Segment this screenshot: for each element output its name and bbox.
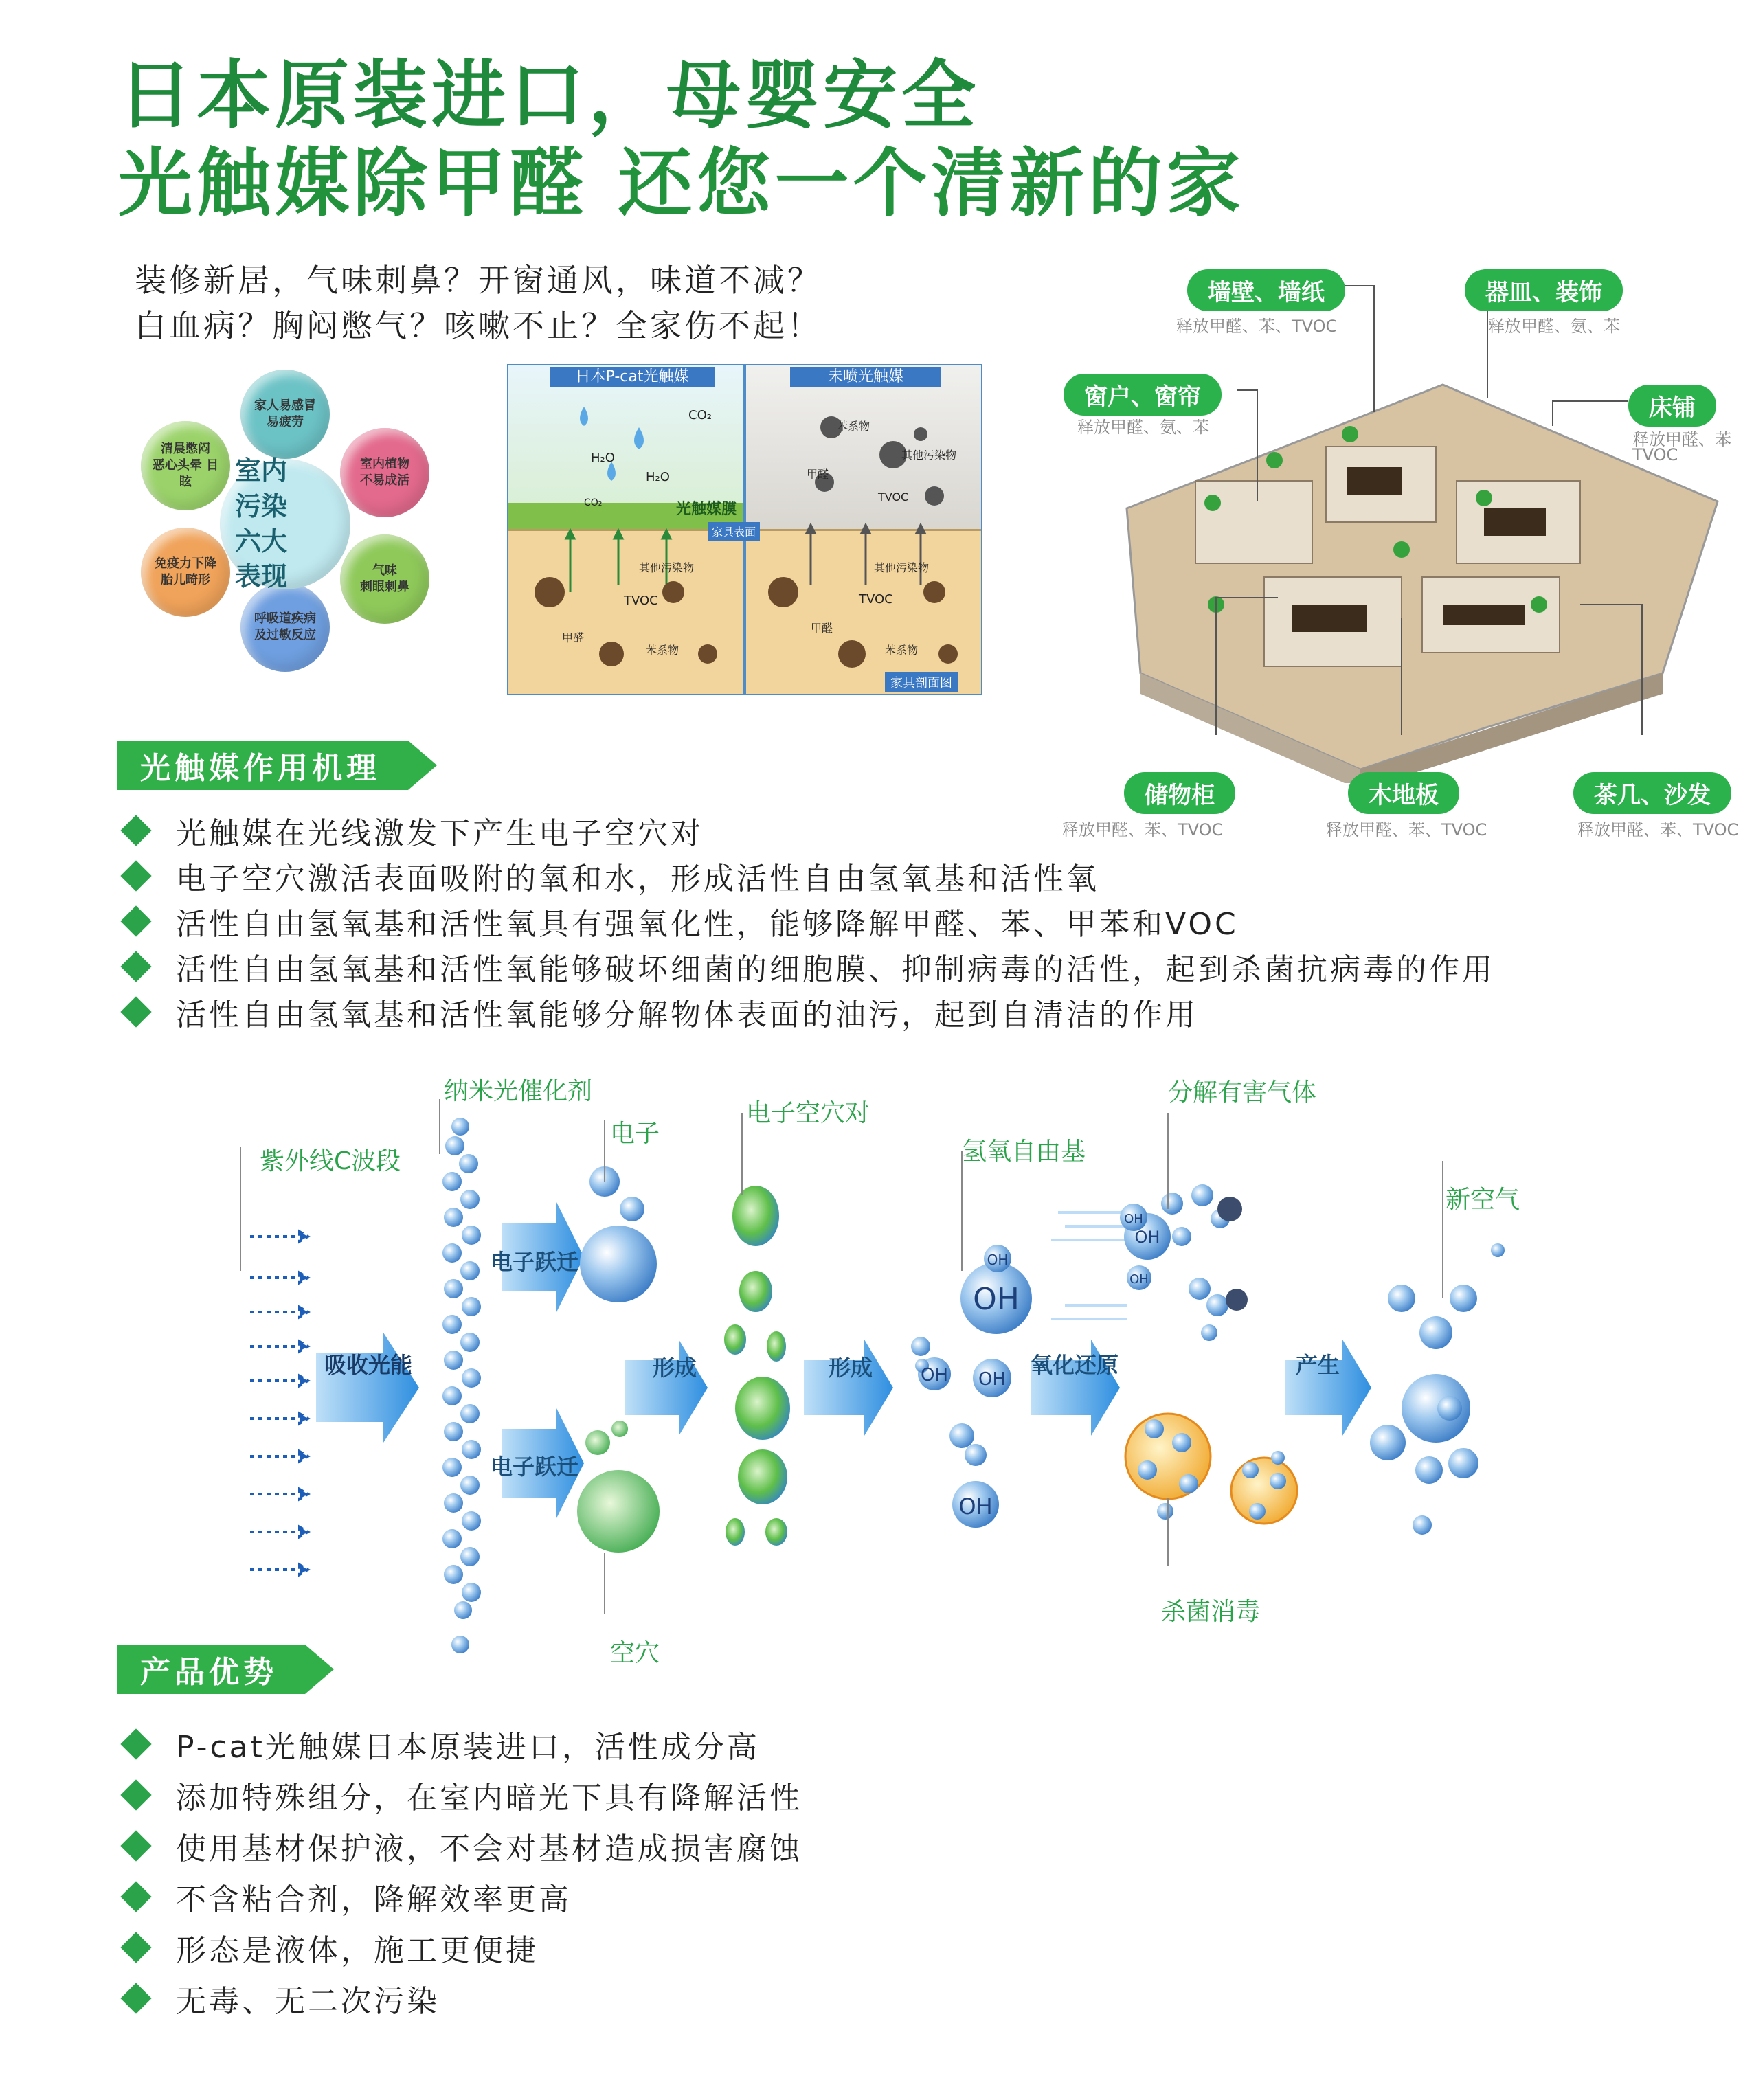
list-item: 无毒、无二次污染 — [118, 1973, 802, 2024]
advantages-title-tag — [117, 1645, 334, 1694]
label-benzene: 苯系物 — [646, 644, 679, 657]
list-item: 活性自由氢氧基和活性氧能够破坏细菌的细胞膜、抑制病毒的活性，起到杀菌抗病毒的作用 — [118, 944, 1495, 989]
diamond-bullet-icon — [120, 1728, 151, 1759]
comparison-panel — [507, 364, 982, 695]
svg-text:OH: OH — [1129, 1272, 1149, 1287]
wheel-center: 室内污染 六大表现 — [220, 459, 350, 589]
label-other-pollutants: 其他污染物 — [874, 561, 930, 574]
list-item: 使用基材保护液，不会对基材造成损害腐蚀 — [118, 1820, 802, 1871]
label-co2: CO₂ — [584, 497, 603, 508]
wheel-petal: 清晨憋闷 恶心头晕 目眩 — [141, 421, 230, 510]
diamond-bullet-icon — [120, 1983, 151, 2013]
room-label-walls: 墙壁、墙纸 — [1187, 269, 1345, 311]
list-item: P-cat光触媒日本原装进口，活性成分高 — [118, 1719, 802, 1770]
flow-jump2-label: 电子跃迁 — [491, 1454, 579, 1480]
label-benzene: 苯系物 — [885, 644, 919, 657]
flow-radical-label: 氢氧自由基 — [962, 1138, 1086, 1166]
label-other-pollutants: 其他污染物 — [639, 561, 695, 574]
flow-absorb-label: 吸收光能 — [324, 1352, 413, 1378]
room-sub-bed-2: TVOC — [1632, 445, 1678, 464]
advantages-list — [118, 1719, 802, 2024]
photocatalysis-flow-diagram — [234, 1072, 1539, 1676]
label-h2o: H₂O — [646, 470, 670, 484]
diamond-bullet-icon — [120, 1779, 151, 1810]
diamond-bullet-icon — [120, 815, 151, 846]
label-film: 光触媒膜 — [676, 501, 737, 518]
list-item: 光触媒在光线激发下产生电子空穴对 — [118, 808, 1495, 853]
headline-line2: 光触媒除甲醛 还您一个清新的家 — [118, 141, 1245, 227]
pollution-wheel — [137, 363, 440, 679]
list-item: 活性自由氢氧基和活性氧能够分解物体表面的油污，起到自清洁的作用 — [118, 989, 1495, 1035]
intro-line1: 装修新居，气味刺鼻？开窗通风，味道不减？ — [135, 262, 822, 299]
svg-text:OH: OH — [973, 1282, 1020, 1317]
svg-text:OH: OH — [920, 1365, 949, 1386]
room-label-windows: 窗户、窗帘 — [1064, 374, 1222, 416]
diamond-bullet-icon — [120, 860, 151, 891]
comparison-left-title: 日本P-cat光触媒 — [550, 367, 715, 387]
room-sub-windows: 释放甲醛、氨、苯 — [1077, 418, 1209, 437]
comparison-right-title: 未喷光触媒 — [790, 367, 941, 387]
room-sub-walls: 释放甲醛、苯、TVOC — [1176, 317, 1338, 336]
flow-decompose-label: 分解有害气体 — [1168, 1079, 1317, 1107]
wheel-petal: 家人易感冒 易疲劳 — [240, 370, 330, 459]
intro-line2: 白血病？胸闷憋气？咳嗽不止？全家伤不起！ — [135, 307, 822, 344]
house-leader-lines — [1099, 275, 1745, 824]
diamond-bullet-icon — [120, 1932, 151, 1963]
label-formaldehyde: 甲醛 — [562, 631, 585, 644]
wheel-petal: 呼吸道疾病 及过敏反应 — [240, 583, 330, 672]
label-formaldehyde: 甲醛 — [811, 622, 833, 635]
flow-pair-label: 电子空穴对 — [746, 1099, 870, 1127]
room-sub-floor: 释放甲醛、苯、TVOC — [1326, 820, 1487, 839]
list-item: 添加特殊组分，在室内暗光下具有降解活性 — [118, 1770, 802, 1820]
flow-form2-label: 形成 — [829, 1355, 873, 1381]
room-label-bed: 床铺 — [1628, 385, 1716, 427]
flow-redox-label: 氧化还原 — [1031, 1352, 1119, 1378]
headline-line1: 日本原装进口，母婴安全 — [118, 53, 980, 139]
svg-text:OH: OH — [958, 1493, 993, 1520]
list-item: 活性自由氢氧基和活性氧具有强氧化性，能够降解甲醛、苯、甲苯和VOC — [118, 899, 1495, 944]
svg-text:OH: OH — [987, 1252, 1009, 1268]
room-label-floor: 木地板 — [1348, 772, 1459, 814]
diamond-bullet-icon — [120, 905, 151, 936]
flow-electron-label: 电子 — [610, 1120, 660, 1148]
svg-text:OH: OH — [1134, 1228, 1160, 1247]
label-benzene: 苯系物 — [837, 420, 870, 433]
mechanism-title-tag — [117, 741, 437, 790]
list-item: 形态是液体，施工更便捷 — [118, 1922, 802, 1973]
label-co2: CO₂ — [688, 408, 712, 422]
diamond-bullet-icon — [120, 1881, 151, 1912]
room-sub-sofa: 释放甲醛、苯、TVOC — [1577, 820, 1739, 839]
label-tvoc: TVOC — [878, 490, 909, 504]
room-sub-bed: 释放甲醛、苯 — [1632, 430, 1731, 449]
room-sub-cabinet: 释放甲醛、苯、TVOC — [1062, 820, 1224, 839]
flow-produce-label: 产生 — [1296, 1352, 1340, 1378]
wheel-petal: 室内植物 不易成活 — [340, 428, 429, 517]
flow-hole-label: 空穴 — [610, 1639, 660, 1667]
list-item: 不含粘合剂，降解效率更高 — [118, 1871, 802, 1922]
label-tvoc: TVOC — [624, 594, 658, 608]
svg-text:OH: OH — [1124, 1212, 1143, 1226]
flow-sterilize-label: 杀菌消毒 — [1161, 1598, 1261, 1626]
flow-jump1-label: 电子跃迁 — [491, 1249, 579, 1275]
room-label-decor: 器皿、装饰 — [1465, 269, 1623, 311]
label-h2o: H₂O — [591, 451, 615, 465]
mechanism-title: 光触媒作用机理 — [117, 741, 408, 790]
mechanism-list — [118, 808, 1495, 1035]
label-tvoc: TVOC — [859, 592, 893, 607]
room-label-sofa: 茶几、沙发 — [1573, 772, 1731, 814]
flow-fresh-label: 新空气 — [1446, 1186, 1520, 1214]
wheel-petal: 气味 刺眼刺鼻 — [340, 534, 429, 624]
diamond-bullet-icon — [120, 996, 151, 1027]
svg-text:OH: OH — [978, 1369, 1007, 1390]
room-sub-decor: 释放甲醛、氨、苯 — [1488, 317, 1620, 336]
diamond-bullet-icon — [120, 951, 151, 982]
diamond-bullet-icon — [120, 1830, 151, 1861]
wheel-petal: 免疫力下降 胎儿畸形 — [141, 528, 230, 617]
flow-nano-label: 纳米光催化剂 — [444, 1077, 593, 1105]
label-surface: 家具表面 — [708, 522, 760, 541]
list-item: 电子空穴激活表面吸附的氧和水，形成活性自由氢氧基和活性氧 — [118, 853, 1495, 899]
room-label-cabinet: 储物柜 — [1124, 772, 1235, 814]
flow-uv-label: 紫外线C波段 — [260, 1147, 401, 1175]
label-section-view: 家具剖面图 — [885, 672, 958, 692]
label-formaldehyde: 甲醛 — [807, 468, 829, 481]
flow-form1-label: 形成 — [653, 1355, 697, 1381]
label-other-pollutants: 其他污染物 — [901, 449, 957, 462]
advantages-title: 产品优势 — [117, 1645, 305, 1694]
